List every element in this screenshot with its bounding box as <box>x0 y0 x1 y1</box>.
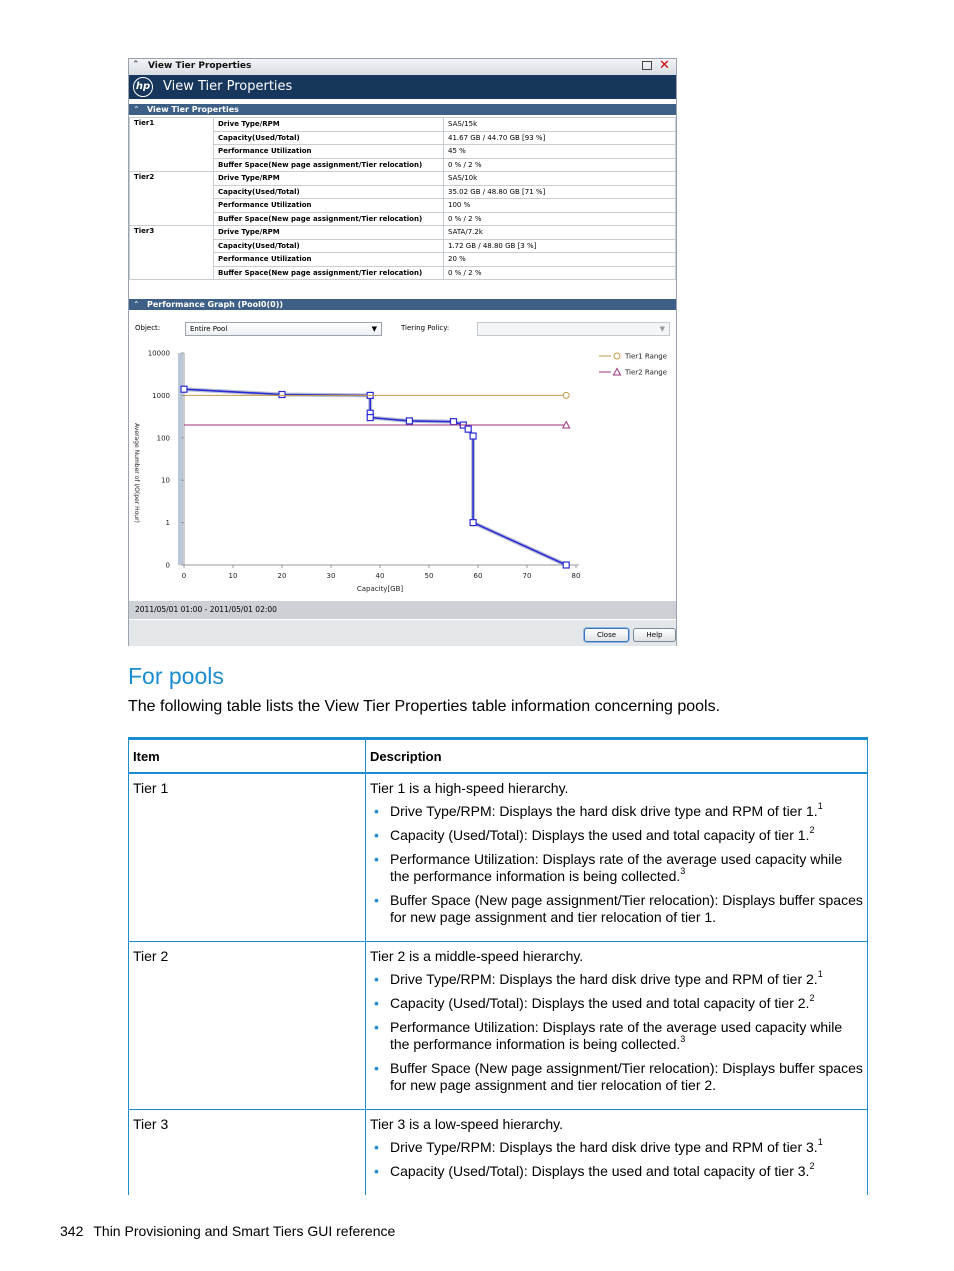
x-tick-label: 10 <box>228 572 238 580</box>
close-icon[interactable]: ✕ <box>659 58 670 73</box>
column-header-item: Item <box>129 739 366 774</box>
list-item <box>390 995 863 1012</box>
window-titlebar <box>129 59 676 76</box>
bullet-text: Capacity (Used/Total): Displays the used and total capacity of tier 3. <box>390 1163 810 1179</box>
banner-title: View Tier Properties <box>163 79 293 94</box>
table-row <box>130 118 676 132</box>
bullet-text: Drive Type/RPM: Displays the hard disk drive type and RPM of tier 3. <box>390 1139 818 1155</box>
y-tick-label: 1 <box>165 519 170 528</box>
object-select-value: Entire Pool <box>190 325 228 333</box>
time-range-bar <box>129 601 676 619</box>
time-range-text: 2011/05/01 01:00 - 2011/05/01 02:00 <box>135 605 277 614</box>
page-number: 342 <box>60 1223 84 1239</box>
property-label: Drive Type/RPM <box>214 172 444 186</box>
x-tick-label: 50 <box>424 572 434 580</box>
bullet-list <box>370 971 863 1094</box>
property-label: Capacity(Used/Total) <box>214 131 444 145</box>
dialog-button-bar <box>129 620 676 646</box>
x-tick-label: 0 <box>181 572 187 580</box>
description-cell <box>366 942 868 1110</box>
property-value: 20 % <box>444 253 676 267</box>
description-text: Tier 2 is a middle-speed hierarchy. <box>370 948 584 964</box>
object-label: Object: <box>135 324 161 332</box>
bullet-text: Buffer Space (New page assignment/Tier relocation): Displays buffer spaces for new page assignment and tier relocation of tier 2. <box>390 1060 863 1093</box>
footnote-ref[interactable]: 2 <box>809 993 815 1004</box>
dropdown-arrow-icon: ▼ <box>659 325 665 333</box>
property-value: 0 % / 2 % <box>444 158 676 172</box>
bullet-text: Performance Utilization: Displays rate of the average used capacity while the performance information is being collected. <box>390 851 843 884</box>
x-tick-label: 60 <box>473 572 483 580</box>
x-tick-label: 20 <box>277 572 287 580</box>
help-button[interactable]: Help <box>633 628 676 642</box>
item-cell: Tier 2 <box>129 942 366 1110</box>
footnote-ref[interactable]: 2 <box>809 1161 815 1172</box>
tiering-policy-select[interactable] <box>477 322 670 336</box>
footnote-ref[interactable]: 3 <box>680 866 686 877</box>
item-cell: Tier 1 <box>129 773 366 942</box>
x-tick-label: 40 <box>375 572 385 580</box>
y-tick-label: 100 <box>156 434 170 443</box>
table-row <box>129 773 868 942</box>
section-title: View Tier Properties <box>147 105 239 114</box>
dropdown-arrow-icon: ▼ <box>371 325 377 333</box>
column-header-description: Description <box>366 739 868 774</box>
x-tick-label: 80 <box>571 572 581 580</box>
close-button[interactable]: Close <box>584 628 629 642</box>
data-point <box>451 419 457 425</box>
collapse-icon[interactable]: ⌃ <box>132 60 140 70</box>
property-label: Capacity(Used/Total) <box>214 239 444 253</box>
list-item <box>390 851 863 885</box>
footnote-ref[interactable]: 3 <box>680 1034 686 1045</box>
maximize-icon[interactable] <box>642 61 652 70</box>
tier-name-cell: Tier3 <box>130 226 214 280</box>
property-value: 100 % <box>444 199 676 213</box>
data-point <box>465 426 471 432</box>
list-item <box>390 827 863 844</box>
property-label: Buffer Space(New page assignment/Tier relocation) <box>214 266 444 280</box>
x-tick-label: 30 <box>326 572 336 580</box>
table-row <box>130 226 676 240</box>
table-row <box>129 1110 868 1196</box>
collapse-icon[interactable]: ⌃ <box>133 105 140 114</box>
footnote-ref[interactable]: 1 <box>817 801 823 812</box>
property-value: 35.02 GB / 48.80 GB [71 %] <box>444 185 676 199</box>
list-item <box>390 1060 863 1094</box>
graph-filter-row <box>129 319 676 341</box>
property-label: Performance Utilization <box>214 199 444 213</box>
intro-paragraph: The following table lists the View Tier Properties table information concerning pools. <box>128 698 721 715</box>
hp-logo: hp <box>133 77 153 97</box>
y-tick-label: 10000 <box>147 349 170 358</box>
performance-graph <box>129 343 676 599</box>
view-tier-properties-dialog <box>128 58 677 646</box>
legend-label: Tier2 Range <box>625 368 668 377</box>
bullet-list <box>370 803 863 926</box>
bullet-text: Buffer Space (New page assignment/Tier relocation): Displays buffer spaces for new page assignment and tier relocation of tier 1. <box>390 892 863 925</box>
property-label: Drive Type/RPM <box>214 118 444 132</box>
list-item <box>390 1163 863 1180</box>
tiering-policy-label: Tiering Policy: <box>401 324 450 332</box>
data-point <box>470 520 476 526</box>
data-point <box>406 418 412 424</box>
y-tick-label: 10 <box>161 476 170 485</box>
bullet-text: Capacity (Used/Total): Displays the used and total capacity of tier 2. <box>390 995 810 1011</box>
footer-title: Thin Provisioning and Smart Tiers GUI reference <box>93 1223 396 1239</box>
property-label: Buffer Space(New page assignment/Tier relocation) <box>214 212 444 226</box>
property-label: Capacity(Used/Total) <box>214 185 444 199</box>
x-tick-label: 70 <box>522 572 532 580</box>
y-axis-band <box>178 353 183 565</box>
data-point <box>614 353 620 359</box>
bullet-list <box>370 1139 863 1180</box>
data-point <box>181 386 187 392</box>
description-text: Tier 3 is a low-speed hierarchy. <box>370 1116 563 1132</box>
list-item <box>390 1139 863 1156</box>
collapse-icon[interactable]: ⌃ <box>133 300 140 309</box>
data-point <box>563 562 569 568</box>
list-item <box>390 971 863 988</box>
property-label: Performance Utilization <box>214 253 444 267</box>
property-value: 1.72 GB / 48.80 GB [3 %] <box>444 239 676 253</box>
pool-info-table <box>128 737 868 1195</box>
footnote-ref[interactable]: 1 <box>817 1137 823 1148</box>
item-cell: Tier 3 <box>129 1110 366 1196</box>
list-item <box>390 803 863 820</box>
property-label: Drive Type/RPM <box>214 226 444 240</box>
data-point <box>367 415 373 421</box>
window-title: View Tier Properties <box>148 61 252 71</box>
section-title: Performance Graph (Pool0(0)) <box>147 300 284 309</box>
data-point <box>563 392 569 398</box>
dialog-banner <box>129 75 676 99</box>
tier-name-cell: Tier2 <box>130 172 214 226</box>
object-select[interactable] <box>185 322 382 336</box>
property-label: Performance Utilization <box>214 145 444 159</box>
property-value: SATA/7.2k <box>444 226 676 240</box>
tier-name-cell: Tier1 <box>130 118 214 172</box>
series-line <box>184 389 566 565</box>
bullet-text: Drive Type/RPM: Displays the hard disk drive type and RPM of tier 2. <box>390 971 818 987</box>
data-point <box>279 392 285 398</box>
property-value: 41.67 GB / 44.70 GB [93 %] <box>444 131 676 145</box>
y-tick-label: 1000 <box>152 391 170 400</box>
property-value: SAS/15k <box>444 118 676 132</box>
property-label: Buffer Space(New page assignment/Tier relocation) <box>214 158 444 172</box>
bullet-text: Capacity (Used/Total): Displays the used and total capacity of tier 1. <box>390 827 810 843</box>
legend-label: Tier1 Range <box>625 352 668 361</box>
footnote-ref[interactable]: 2 <box>809 825 815 836</box>
footnote-ref[interactable]: 1 <box>817 969 823 980</box>
table-header-row <box>129 739 868 774</box>
data-point <box>614 369 621 376</box>
y-tick-label: 0 <box>165 561 170 570</box>
section-bar-tier-properties[interactable] <box>129 104 676 115</box>
bullet-text: Drive Type/RPM: Displays the hard disk drive type and RPM of tier 1. <box>390 803 818 819</box>
property-value: SAS/10k <box>444 172 676 186</box>
x-axis-label: Capacity[GB] <box>356 585 404 593</box>
bullet-text: Performance Utilization: Displays rate of the average used capacity while the performance information is being collected. <box>390 1019 843 1052</box>
table-row <box>130 172 676 186</box>
property-value: 0 % / 2 % <box>444 212 676 226</box>
property-value: 0 % / 2 % <box>444 266 676 280</box>
description-cell <box>366 1110 868 1196</box>
y-axis-label: Average Number of I/O(per Hour) <box>133 423 140 523</box>
list-item <box>390 1019 863 1053</box>
list-item <box>390 892 863 926</box>
page-footer <box>60 1223 395 1239</box>
description-cell <box>366 773 868 942</box>
description-text: Tier 1 is a high-speed hierarchy. <box>370 780 569 796</box>
property-value: 45 % <box>444 145 676 159</box>
section-bar-performance-graph[interactable] <box>129 299 676 310</box>
table-row <box>129 942 868 1110</box>
section-heading: For pools <box>128 663 224 689</box>
tier-properties-table <box>129 117 676 280</box>
data-point <box>470 433 476 439</box>
